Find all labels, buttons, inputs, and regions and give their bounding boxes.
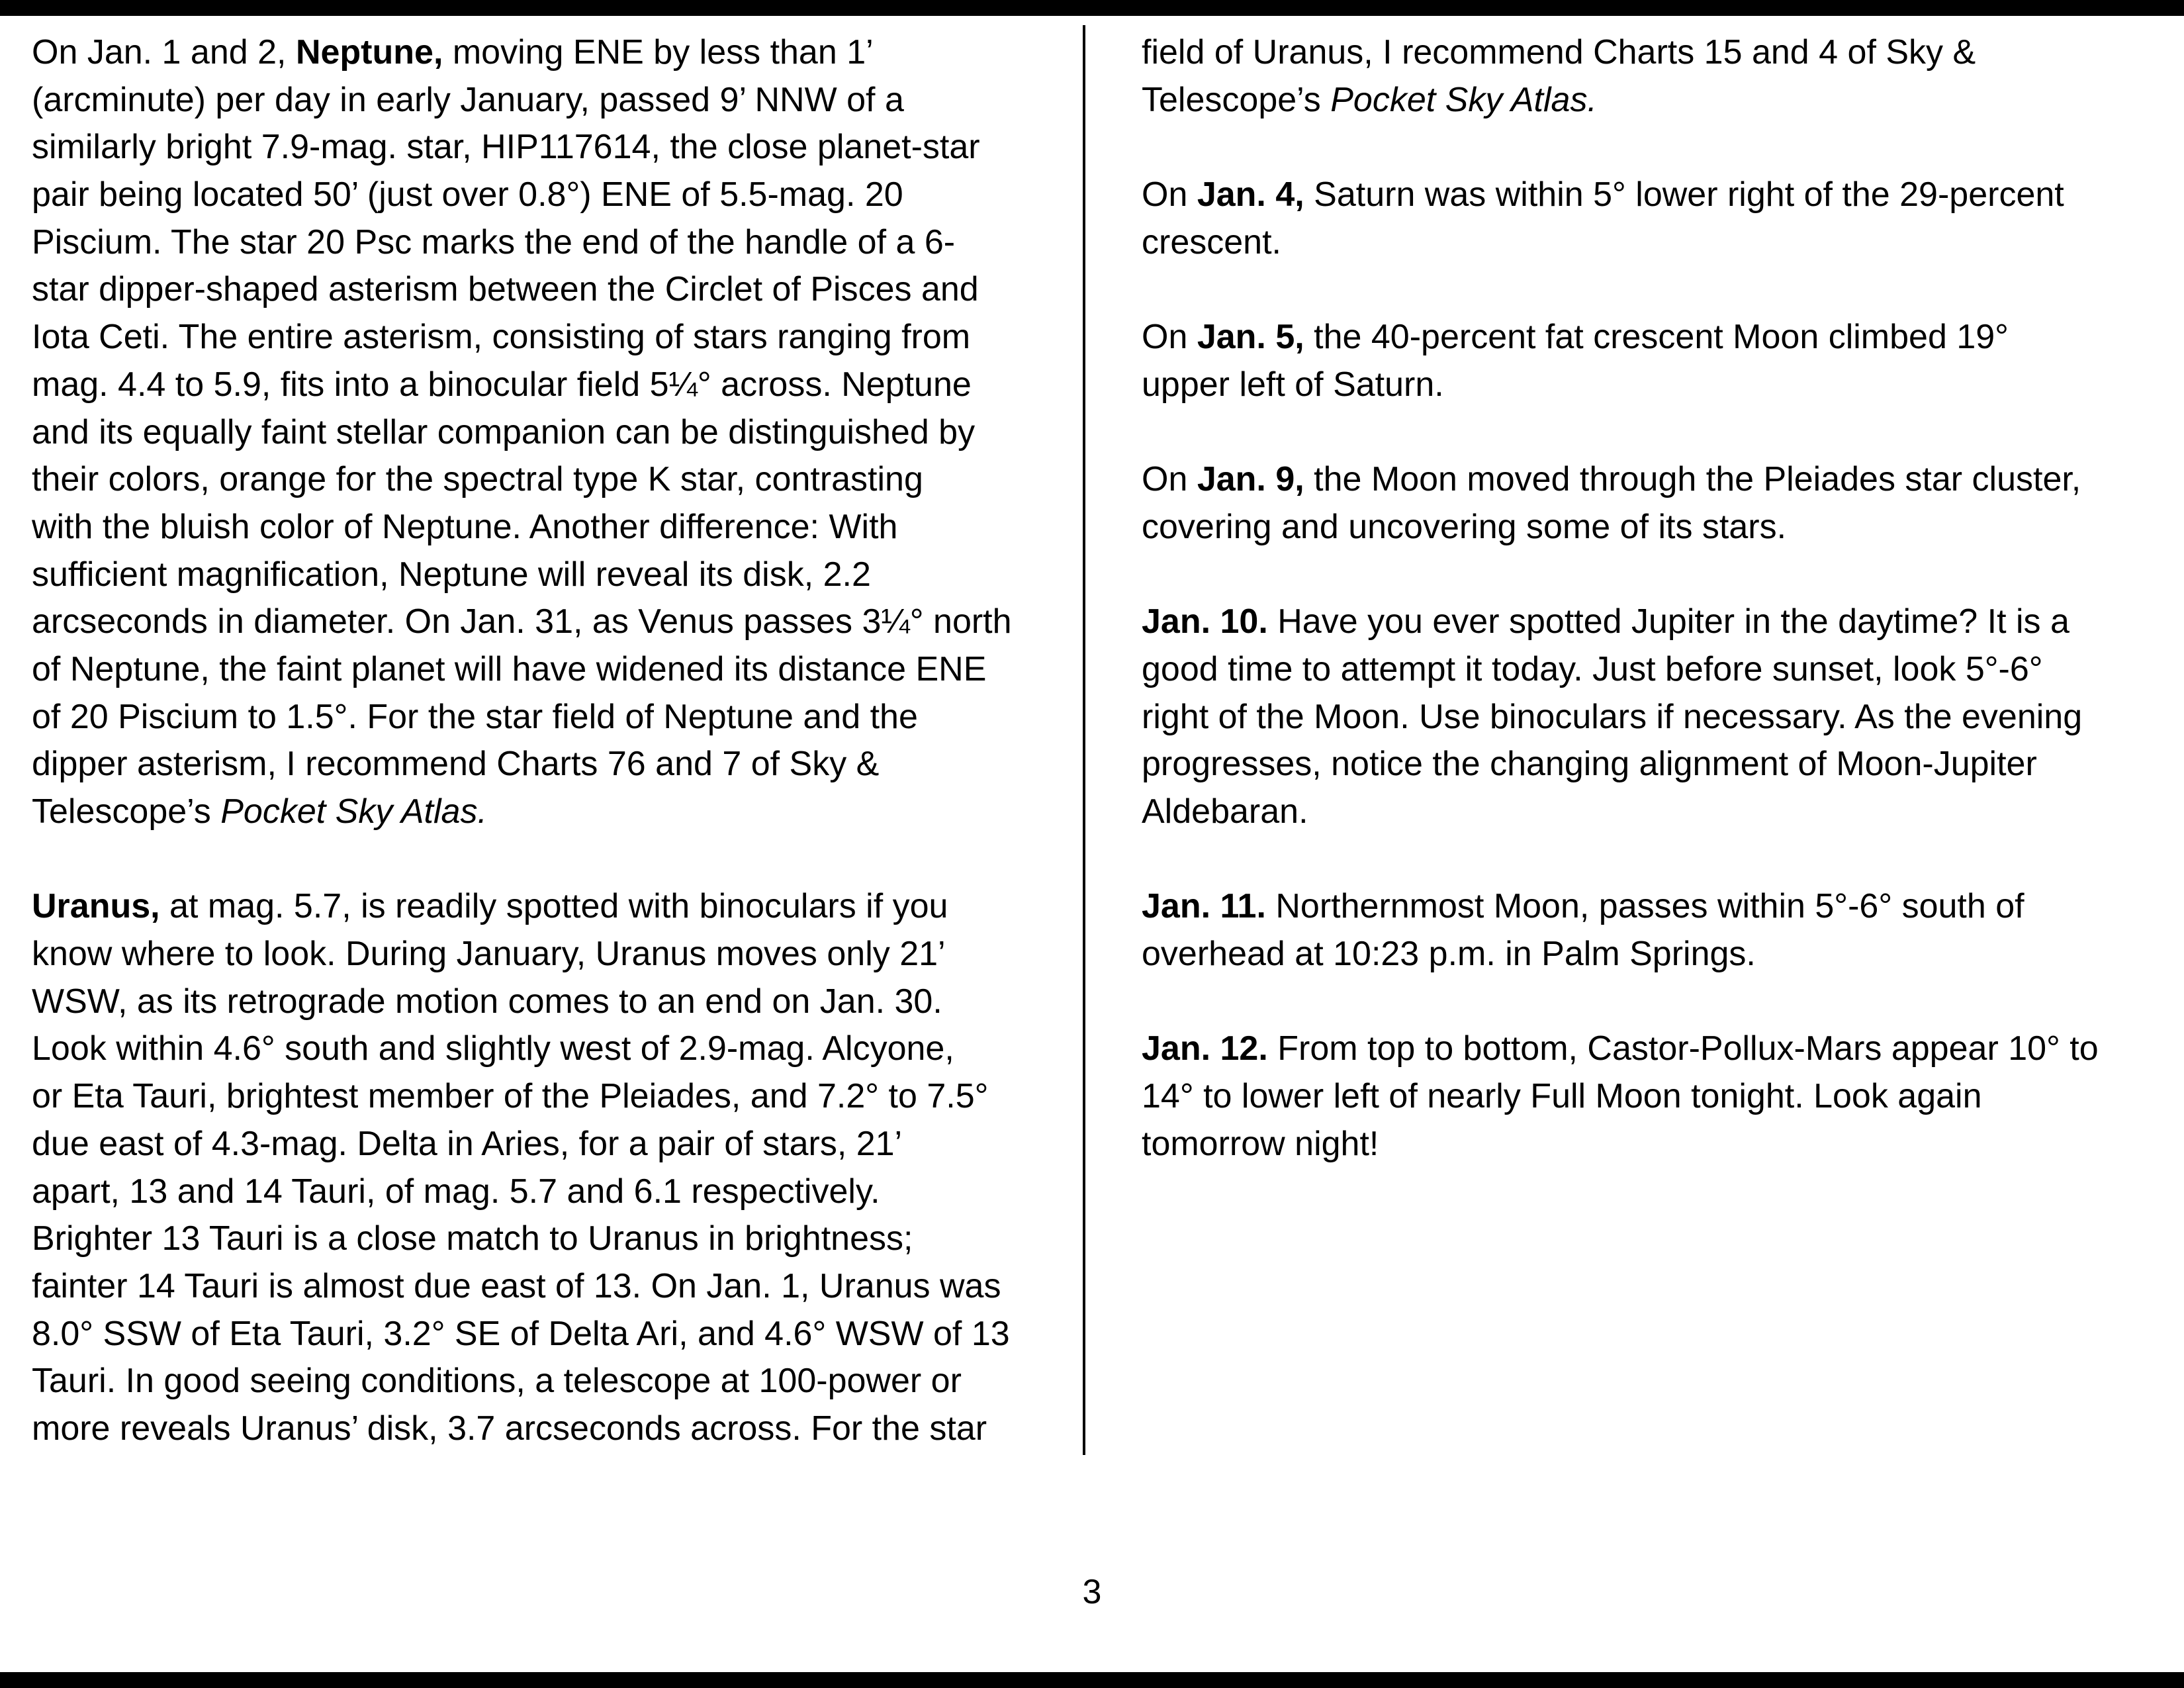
text-line: overhead at 10:23 p.m. in Palm Springs. [1142, 935, 1756, 974]
text-line: right of the Moon. Use binoculars if necessary. As the evening [1142, 697, 2083, 736]
text-line: or Eta Tauri, brightest member of the Pleiades, and 7.2° to 7.5° [32, 1077, 989, 1116]
date-heading: Jan. 4, [1197, 175, 1304, 214]
date-heading: Jan. 12. [1142, 1029, 1268, 1068]
text-line: dipper asterism, I recommend Charts 76 and 7 of Sky & [32, 745, 880, 784]
paragraph-gap [1142, 124, 2154, 171]
text-line: upper left of Saturn. [1142, 365, 1444, 404]
paragraph-gap [32, 836, 1064, 884]
column-divider [1083, 25, 1085, 1455]
text-line: Uranus, at mag. 5.7, is readily spotted with binoculars if you [32, 887, 948, 926]
jan4-paragraph [1142, 171, 2154, 266]
text-line: with the bluish color of Neptune. Another difference: With [32, 507, 898, 546]
text-line: Tauri. In good seeing conditions, a telescope at 100-power or [32, 1362, 962, 1401]
date-heading: Jan. 5, [1197, 318, 1304, 357]
jan9-paragraph [1142, 456, 2154, 551]
date-heading: Jan. 10. [1142, 602, 1268, 641]
uranus-continued-paragraph [1142, 29, 2154, 124]
uranus-paragraph [32, 883, 1064, 1452]
date-heading: Jan. 11. [1142, 887, 1266, 926]
text-line: Brighter 13 Tauri is a close match to Uranus in brightness; [32, 1219, 913, 1258]
text-line: field of Uranus, I recommend Charts 15 and 4 of Sky & [1142, 33, 1976, 71]
jan5-paragraph [1142, 314, 2154, 408]
text-line: due east of 4.3-mag. Delta in Aries, for a pair of stars, 21’ [32, 1124, 903, 1163]
paragraph-gap [1142, 409, 2154, 457]
text-line: Jan. 11. Northernmost Moon, passes within 5°-6° south of [1142, 887, 2025, 926]
top-border-bar [0, 0, 2184, 16]
text-line: know where to look. During January, Uranus moves only 21’ [32, 935, 946, 974]
paragraph-gap [1142, 836, 2154, 884]
text-line: Piscium. The star 20 Psc marks the end of the handle of a 6- [32, 222, 956, 261]
text-line: more reveals Uranus’ disk, 3.7 arcseconds across. For the star [32, 1409, 987, 1448]
text-line: tomorrow night! [1142, 1124, 1379, 1163]
atlas-title: Pocket Sky Atlas. [220, 792, 487, 831]
text-line: arcseconds in diameter. On Jan. 31, as Venus passes 3¼° north [32, 602, 1012, 641]
bottom-border-bar [0, 1672, 2184, 1688]
text-line: their colors, orange for the spectral type K star, contrasting [32, 460, 923, 499]
text-line: On Jan. 9, the Moon moved through the Pleiades star cluster, [1142, 460, 2081, 499]
text-line: Jan. 10. Have you ever spotted Jupiter in the daytime? It is a [1142, 602, 2070, 641]
text-line: 8.0° SSW of Eta Tauri, 3.2° SE of Delta Ari, and 4.6° WSW of 13 [32, 1314, 1010, 1353]
text-line: fainter 14 Tauri is almost due east of 13. On Jan. 1, Uranus was [32, 1266, 1001, 1305]
text-line: Look within 4.6° south and slightly west of 2.9-mag. Alcyone, [32, 1029, 954, 1068]
jan10-paragraph [1142, 598, 2154, 835]
jan11-paragraph [1142, 883, 2154, 978]
text-line: sufficient magnification, Neptune will reveal its disk, 2.2 [32, 555, 871, 594]
text-line: pair being located 50’ (just over 0.8°) ENE of 5.5-mag. 20 [32, 175, 903, 214]
page-number: 3 [1082, 1573, 1102, 1611]
text-line: and its equally faint stellar companion can be distinguished by [32, 412, 976, 451]
text-line: covering and uncovering some of its stars. [1142, 507, 1787, 546]
text-line: Telescope’s Pocket Sky Atlas. [1142, 80, 1597, 119]
text-line: apart, 13 and 14 Tauri, of mag. 5.7 and 6.1 respectively. [32, 1172, 880, 1211]
text-line: (arcminute) per day in early January, passed 9’ NNW of a [32, 80, 904, 119]
text-line: of Neptune, the faint planet will have widened its distance ENE [32, 649, 987, 688]
text-line: On Jan. 1 and 2, Neptune, moving ENE by less than 1’ [32, 33, 874, 71]
text-line: Iota Ceti. The entire asterism, consisting of stars ranging from [32, 318, 971, 357]
text-line: Telescope’s Pocket Sky Atlas. [32, 792, 487, 831]
text-line: progresses, notice the changing alignment of Moon-Jupiter [1142, 745, 2037, 784]
paragraph-gap [1142, 551, 2154, 599]
neptune-paragraph [32, 29, 1064, 836]
text-line: Jan. 12. From top to bottom, Castor-Pollux-Mars appear 10° to [1142, 1029, 2099, 1068]
text-line: 14° to lower left of nearly Full Moon tonight. Look again [1142, 1077, 1982, 1116]
text-line: similarly bright 7.9-mag. star, HIP117614, the close planet-star [32, 128, 980, 167]
text-line: On Jan. 4, Saturn was within 5° lower right of the 29-percent [1142, 175, 2064, 214]
date-heading: Jan. 9, [1197, 460, 1304, 499]
text-line: WSW, as its retrograde motion comes to an end on Jan. 30. [32, 982, 942, 1021]
right-column [1142, 29, 2154, 1168]
uranus-heading: Uranus, [32, 887, 160, 926]
jan12-paragraph [1142, 1025, 2154, 1168]
text-line: mag. 4.4 to 5.9, fits into a binocular field 5¼° across. Neptune [32, 365, 972, 404]
text-line: star dipper-shaped asterism between the Circlet of Pisces and [32, 270, 979, 309]
text-line: crescent. [1142, 222, 1281, 261]
atlas-title: Pocket Sky Atlas. [1330, 80, 1597, 119]
text-line: On Jan. 5, the 40-percent fat crescent Moon climbed 19° [1142, 318, 2009, 357]
left-column [32, 29, 1064, 1453]
paragraph-gap [1142, 266, 2154, 314]
neptune-heading: Neptune, [295, 33, 443, 71]
text-line: good time to attempt it today. Just before sunset, look 5°-6° [1142, 649, 2043, 688]
text-line: Aldebaran. [1142, 792, 1308, 831]
text-line: of 20 Piscium to 1.5°. For the star field of Neptune and the [32, 697, 918, 736]
paragraph-gap [1142, 978, 2154, 1026]
